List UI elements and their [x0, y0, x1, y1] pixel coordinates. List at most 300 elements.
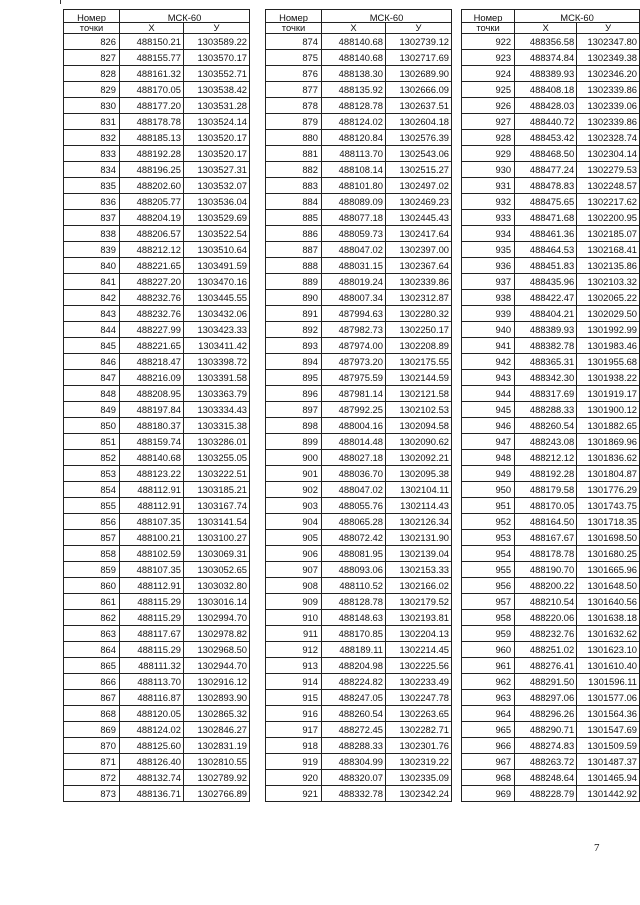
point-number-cell: 884 — [266, 194, 322, 210]
point-number-cell: 919 — [266, 754, 322, 770]
point-number-cell: 956 — [462, 578, 515, 594]
x-coordinate-cell: 488304.99 — [322, 754, 386, 770]
x-coordinate-cell: 488161.32 — [120, 66, 184, 82]
y-coordinate-cell: 1301596.11 — [577, 674, 640, 690]
point-number-cell: 917 — [266, 722, 322, 738]
point-number-cell: 896 — [266, 386, 322, 402]
table-row — [266, 770, 452, 786]
x-coordinate-cell: 488047.02 — [322, 482, 386, 498]
table-row — [266, 178, 452, 194]
table-row — [64, 386, 250, 402]
x-coordinate-cell: 488055.76 — [322, 498, 386, 514]
y-header: У — [577, 23, 640, 34]
x-coordinate-cell: 488101.80 — [322, 178, 386, 194]
point-number-cell: 849 — [64, 402, 120, 418]
x-coordinate-cell: 488374.84 — [515, 50, 577, 66]
x-coordinate-cell: 488140.68 — [322, 50, 386, 66]
table-row — [462, 450, 640, 466]
y-coordinate-cell: 1302789.92 — [184, 770, 250, 786]
table-row — [266, 290, 452, 306]
point-number-cell: 847 — [64, 370, 120, 386]
table-row — [266, 690, 452, 706]
y-header: У — [386, 23, 452, 34]
y-coordinate-cell: 1301648.50 — [577, 578, 640, 594]
y-coordinate-cell: 1302094.58 — [386, 418, 452, 434]
y-coordinate-cell: 1303286.01 — [184, 434, 250, 450]
table-row — [64, 338, 250, 354]
table-row — [266, 322, 452, 338]
y-coordinate-cell: 1303510.64 — [184, 242, 250, 258]
table-row — [266, 546, 452, 562]
x-coordinate-cell: 488365.31 — [515, 354, 577, 370]
y-coordinate-cell: 1302248.57 — [577, 178, 640, 194]
table-row — [266, 722, 452, 738]
x-coordinate-cell: 488216.09 — [120, 370, 184, 386]
x-coordinate-cell: 488115.29 — [120, 642, 184, 658]
table-row — [462, 418, 640, 434]
x-coordinate-cell: 488228.79 — [515, 786, 577, 802]
x-coordinate-cell: 488148.63 — [322, 610, 386, 626]
y-coordinate-cell: 1302103.32 — [577, 274, 640, 290]
x-coordinate-cell: 488232.76 — [515, 626, 577, 642]
table-row — [64, 594, 250, 610]
x-coordinate-cell: 488124.02 — [322, 114, 386, 130]
table-row — [64, 354, 250, 370]
y-coordinate-cell: 1301698.50 — [577, 530, 640, 546]
point-number-cell: 883 — [266, 178, 322, 194]
y-coordinate-cell: 1301465.94 — [577, 770, 640, 786]
table-row — [462, 146, 640, 162]
x-coordinate-cell: 488155.77 — [120, 50, 184, 66]
x-coordinate-cell: 488272.45 — [322, 722, 386, 738]
x-coordinate-cell: 488291.50 — [515, 674, 577, 690]
table-row — [266, 514, 452, 530]
y-coordinate-cell: 1301776.29 — [577, 482, 640, 498]
x-coordinate-cell: 488251.02 — [515, 642, 577, 658]
y-coordinate-cell: 1301804.87 — [577, 466, 640, 482]
x-coordinate-cell: 488208.95 — [120, 386, 184, 402]
x-coordinate-cell: 488112.91 — [120, 578, 184, 594]
x-coordinate-cell: 488177.20 — [120, 98, 184, 114]
x-coordinate-cell: 488115.29 — [120, 594, 184, 610]
point-number-cell: 910 — [266, 610, 322, 626]
y-coordinate-cell: 1302312.87 — [386, 290, 452, 306]
y-coordinate-cell: 1301983.46 — [577, 338, 640, 354]
table-row — [64, 146, 250, 162]
y-coordinate-cell: 1302978.82 — [184, 626, 250, 642]
table-row — [64, 370, 250, 386]
point-number-cell: 860 — [64, 578, 120, 594]
y-coordinate-cell: 1303398.72 — [184, 354, 250, 370]
table-row — [266, 434, 452, 450]
point-number-cell: 837 — [64, 210, 120, 226]
table-row — [266, 530, 452, 546]
y-coordinate-cell: 1301442.92 — [577, 786, 640, 802]
y-coordinate-cell: 1302397.00 — [386, 242, 452, 258]
table-row — [266, 354, 452, 370]
table-row — [462, 34, 640, 50]
point-number-cell: 865 — [64, 658, 120, 674]
table-row — [64, 626, 250, 642]
x-coordinate-cell: 488014.48 — [322, 434, 386, 450]
x-coordinate-cell: 488263.72 — [515, 754, 577, 770]
y-coordinate-cell: 1302319.22 — [386, 754, 452, 770]
y-coordinate-cell: 1303411.42 — [184, 338, 250, 354]
point-number-cell: 908 — [266, 578, 322, 594]
table-row — [462, 466, 640, 482]
x-coordinate-cell: 488102.59 — [120, 546, 184, 562]
x-coordinate-cell: 488126.40 — [120, 754, 184, 770]
x-coordinate-cell: 488296.26 — [515, 706, 577, 722]
y-coordinate-cell: 1303069.31 — [184, 546, 250, 562]
x-coordinate-cell: 488224.82 — [322, 674, 386, 690]
y-coordinate-cell: 1302168.41 — [577, 242, 640, 258]
point-number-cell: 949 — [462, 466, 515, 482]
y-coordinate-cell: 1303531.28 — [184, 98, 250, 114]
table-row — [462, 706, 640, 722]
x-coordinate-cell: 488290.71 — [515, 722, 577, 738]
point-number-cell: 843 — [64, 306, 120, 322]
point-number-cell: 924 — [462, 66, 515, 82]
point-number-cell: 941 — [462, 338, 515, 354]
table-body — [266, 34, 452, 802]
x-coordinate-cell: 488422.47 — [515, 290, 577, 306]
y-coordinate-cell: 1302279.53 — [577, 162, 640, 178]
x-coordinate-cell: 488451.83 — [515, 258, 577, 274]
x-coordinate-cell: 488140.68 — [120, 450, 184, 466]
x-coordinate-cell: 488047.02 — [322, 242, 386, 258]
x-coordinate-cell: 488243.08 — [515, 434, 577, 450]
table-row — [266, 50, 452, 66]
y-coordinate-cell: 1303100.27 — [184, 530, 250, 546]
x-coordinate-cell: 488185.13 — [120, 130, 184, 146]
y-coordinate-cell: 1301487.37 — [577, 754, 640, 770]
table-row — [64, 194, 250, 210]
table-row — [266, 482, 452, 498]
x-coordinate-cell: 488389.93 — [515, 322, 577, 338]
y-coordinate-cell: 1302204.13 — [386, 626, 452, 642]
point-number-header-line2: точки — [64, 23, 120, 34]
table-row — [64, 434, 250, 450]
x-coordinate-cell: 488036.70 — [322, 466, 386, 482]
y-coordinate-cell: 1303570.17 — [184, 50, 250, 66]
point-number-cell: 827 — [64, 50, 120, 66]
table-row — [462, 130, 640, 146]
point-number-cell: 831 — [64, 114, 120, 130]
table-row — [266, 610, 452, 626]
table-row — [266, 338, 452, 354]
y-coordinate-cell: 1302280.32 — [386, 306, 452, 322]
y-coordinate-cell: 1302179.52 — [386, 594, 452, 610]
point-number-cell: 930 — [462, 162, 515, 178]
table-row — [266, 402, 452, 418]
point-number-header-line2: точки — [462, 23, 515, 34]
point-number-cell: 882 — [266, 162, 322, 178]
y-coordinate-cell: 1302346.20 — [577, 66, 640, 82]
point-number-cell: 932 — [462, 194, 515, 210]
point-number-cell: 864 — [64, 642, 120, 658]
point-number-cell: 897 — [266, 402, 322, 418]
y-coordinate-cell: 1302335.09 — [386, 770, 452, 786]
point-number-cell: 888 — [266, 258, 322, 274]
y-coordinate-cell: 1302301.76 — [386, 738, 452, 754]
point-number-cell: 851 — [64, 434, 120, 450]
point-number-cell: 911 — [266, 626, 322, 642]
point-number-cell: 880 — [266, 130, 322, 146]
coordinates-table-1 — [63, 9, 250, 802]
x-coordinate-cell: 488202.60 — [120, 178, 184, 194]
y-coordinate-cell: 1302114.43 — [386, 498, 452, 514]
table-row — [64, 210, 250, 226]
x-coordinate-cell: 488227.99 — [120, 322, 184, 338]
point-number-cell: 951 — [462, 498, 515, 514]
x-coordinate-cell: 488072.42 — [322, 530, 386, 546]
point-number-cell: 886 — [266, 226, 322, 242]
x-coordinate-cell: 488297.06 — [515, 690, 577, 706]
point-number-cell: 852 — [64, 450, 120, 466]
table-row — [462, 562, 640, 578]
table-row — [462, 674, 640, 690]
x-coordinate-cell: 488125.60 — [120, 738, 184, 754]
x-coordinate-cell: 488108.14 — [322, 162, 386, 178]
y-coordinate-cell: 1302328.74 — [577, 130, 640, 146]
point-number-cell: 915 — [266, 690, 322, 706]
x-coordinate-cell: 488232.76 — [120, 290, 184, 306]
point-number-cell: 844 — [64, 322, 120, 338]
table-row — [266, 626, 452, 642]
y-coordinate-cell: 1302144.59 — [386, 370, 452, 386]
y-coordinate-cell: 1302065.22 — [577, 290, 640, 306]
table-row — [64, 418, 250, 434]
y-coordinate-cell: 1303255.05 — [184, 450, 250, 466]
y-coordinate-cell: 1302029.50 — [577, 306, 640, 322]
point-number-cell: 969 — [462, 786, 515, 802]
y-coordinate-cell: 1302417.64 — [386, 226, 452, 242]
table-row — [462, 642, 640, 658]
point-number-cell: 961 — [462, 658, 515, 674]
table-row — [64, 546, 250, 562]
point-number-cell: 967 — [462, 754, 515, 770]
y-coordinate-cell: 1302347.80 — [577, 34, 640, 50]
point-number-cell: 963 — [462, 690, 515, 706]
table-row — [266, 130, 452, 146]
table-row — [462, 354, 640, 370]
y-coordinate-cell: 1302121.58 — [386, 386, 452, 402]
y-coordinate-cell: 1301665.96 — [577, 562, 640, 578]
point-number-cell: 916 — [266, 706, 322, 722]
table-row — [462, 610, 640, 626]
x-coordinate-cell: 488077.18 — [322, 210, 386, 226]
table-row — [266, 82, 452, 98]
x-coordinate-cell: 488111.32 — [120, 658, 184, 674]
table-row — [462, 274, 640, 290]
point-number-cell: 928 — [462, 130, 515, 146]
x-coordinate-cell: 488179.58 — [515, 482, 577, 498]
x-coordinate-cell: 488135.92 — [322, 82, 386, 98]
y-coordinate-cell: 1302225.56 — [386, 658, 452, 674]
point-number-cell: 875 — [266, 50, 322, 66]
point-number-cell: 835 — [64, 178, 120, 194]
point-number-cell: 936 — [462, 258, 515, 274]
table-row — [266, 34, 452, 50]
table-row — [462, 658, 640, 674]
x-coordinate-cell: 488274.83 — [515, 738, 577, 754]
x-coordinate-cell: 488475.65 — [515, 194, 577, 210]
table-row — [462, 402, 640, 418]
y-coordinate-cell: 1302250.17 — [386, 322, 452, 338]
point-number-cell: 960 — [462, 642, 515, 658]
table-row — [462, 626, 640, 642]
point-number-cell: 901 — [266, 466, 322, 482]
table-row — [462, 82, 640, 98]
y-coordinate-cell: 1303491.59 — [184, 258, 250, 274]
point-number-cell: 923 — [462, 50, 515, 66]
point-number-cell: 881 — [266, 146, 322, 162]
point-number-cell: 826 — [64, 34, 120, 50]
table-row — [64, 498, 250, 514]
y-coordinate-cell: 1303334.43 — [184, 402, 250, 418]
y-coordinate-cell: 1301992.99 — [577, 322, 640, 338]
table-row — [266, 242, 452, 258]
y-coordinate-cell: 1302095.38 — [386, 466, 452, 482]
table-row — [64, 482, 250, 498]
point-number-cell: 894 — [266, 354, 322, 370]
y-coordinate-cell: 1302304.14 — [577, 146, 640, 162]
y-coordinate-cell: 1302217.62 — [577, 194, 640, 210]
point-number-cell: 848 — [64, 386, 120, 402]
y-coordinate-cell: 1302126.34 — [386, 514, 452, 530]
y-coordinate-cell: 1302282.71 — [386, 722, 452, 738]
x-coordinate-cell: 488404.21 — [515, 306, 577, 322]
y-coordinate-cell: 1302831.19 — [184, 738, 250, 754]
x-coordinate-cell: 488232.76 — [120, 306, 184, 322]
coordinate-system-header: МСК-60 — [120, 10, 250, 23]
y-coordinate-cell: 1302810.55 — [184, 754, 250, 770]
point-number-cell: 965 — [462, 722, 515, 738]
y-coordinate-cell: 1303432.06 — [184, 306, 250, 322]
x-coordinate-cell: 488107.35 — [120, 562, 184, 578]
table-row — [266, 226, 452, 242]
point-number-cell: 918 — [266, 738, 322, 754]
x-coordinate-cell: 488320.07 — [322, 770, 386, 786]
table-body — [462, 34, 640, 802]
y-coordinate-cell: 1303222.51 — [184, 466, 250, 482]
table-row — [462, 322, 640, 338]
x-coordinate-cell: 488248.64 — [515, 770, 577, 786]
x-coordinate-cell: 488031.15 — [322, 258, 386, 274]
x-coordinate-cell: 488468.50 — [515, 146, 577, 162]
x-coordinate-cell: 488132.74 — [120, 770, 184, 786]
x-coordinate-cell: 488190.70 — [515, 562, 577, 578]
point-number-cell: 940 — [462, 322, 515, 338]
y-coordinate-cell: 1302846.27 — [184, 722, 250, 738]
table-row — [266, 386, 452, 402]
table-row — [266, 258, 452, 274]
point-number-cell: 966 — [462, 738, 515, 754]
y-coordinate-cell: 1301509.59 — [577, 738, 640, 754]
y-coordinate-cell: 1302469.23 — [386, 194, 452, 210]
y-coordinate-cell: 1302339.06 — [577, 98, 640, 114]
point-number-cell: 942 — [462, 354, 515, 370]
x-coordinate-cell: 487982.73 — [322, 322, 386, 338]
table-row — [64, 50, 250, 66]
x-coordinate-cell: 488212.12 — [515, 450, 577, 466]
table-row — [64, 754, 250, 770]
y-coordinate-cell: 1301919.17 — [577, 386, 640, 402]
x-coordinate-cell: 488128.78 — [322, 98, 386, 114]
y-coordinate-cell: 1302666.09 — [386, 82, 452, 98]
x-coordinate-cell: 488218.47 — [120, 354, 184, 370]
y-coordinate-cell: 1301743.75 — [577, 498, 640, 514]
x-coordinate-cell: 488120.84 — [322, 130, 386, 146]
point-number-cell: 903 — [266, 498, 322, 514]
point-number-cell: 938 — [462, 290, 515, 306]
y-coordinate-cell: 1302233.49 — [386, 674, 452, 690]
y-coordinate-cell: 1302576.39 — [386, 130, 452, 146]
table-row — [462, 770, 640, 786]
coordinate-system-header: МСК-60 — [322, 10, 452, 23]
table-row — [462, 114, 640, 130]
x-coordinate-cell: 488356.58 — [515, 34, 577, 50]
y-coordinate-cell: 1301955.68 — [577, 354, 640, 370]
point-number-cell: 846 — [64, 354, 120, 370]
x-coordinate-cell: 487981.14 — [322, 386, 386, 402]
table-row — [64, 306, 250, 322]
y-coordinate-cell: 1301577.06 — [577, 690, 640, 706]
point-number-cell: 853 — [64, 466, 120, 482]
x-coordinate-cell: 487973.20 — [322, 354, 386, 370]
y-coordinate-cell: 1302193.81 — [386, 610, 452, 626]
table-row — [64, 130, 250, 146]
table-row — [462, 722, 640, 738]
x-coordinate-cell: 488180.37 — [120, 418, 184, 434]
y-coordinate-cell: 1303167.74 — [184, 498, 250, 514]
x-coordinate-cell: 488115.29 — [120, 610, 184, 626]
point-number-cell: 858 — [64, 546, 120, 562]
x-coordinate-cell: 488453.42 — [515, 130, 577, 146]
point-number-cell: 830 — [64, 98, 120, 114]
point-number-cell: 836 — [64, 194, 120, 210]
x-coordinate-cell: 488408.18 — [515, 82, 577, 98]
point-number-cell: 850 — [64, 418, 120, 434]
table-row — [462, 386, 640, 402]
point-number-cell: 842 — [64, 290, 120, 306]
y-coordinate-cell: 1302349.38 — [577, 50, 640, 66]
y-coordinate-cell: 1303363.79 — [184, 386, 250, 402]
table-row — [462, 370, 640, 386]
y-coordinate-cell: 1303470.16 — [184, 274, 250, 290]
point-number-cell: 828 — [64, 66, 120, 82]
point-number-cell: 877 — [266, 82, 322, 98]
x-coordinate-cell: 488196.25 — [120, 162, 184, 178]
table-row — [266, 370, 452, 386]
y-coordinate-cell: 1302247.78 — [386, 690, 452, 706]
point-number-cell: 964 — [462, 706, 515, 722]
point-number-cell: 895 — [266, 370, 322, 386]
x-coordinate-cell: 488089.09 — [322, 194, 386, 210]
table-row — [462, 178, 640, 194]
coordinate-system-header: МСК-60 — [515, 10, 640, 23]
x-coordinate-cell: 488110.52 — [322, 578, 386, 594]
point-number-header: Номер — [462, 10, 515, 23]
table-row — [266, 498, 452, 514]
x-header: X — [120, 23, 184, 34]
point-number-cell: 868 — [64, 706, 120, 722]
y-coordinate-cell: 1302339.86 — [577, 82, 640, 98]
x-header: X — [515, 23, 577, 34]
point-number-cell: 955 — [462, 562, 515, 578]
point-number-cell: 863 — [64, 626, 120, 642]
